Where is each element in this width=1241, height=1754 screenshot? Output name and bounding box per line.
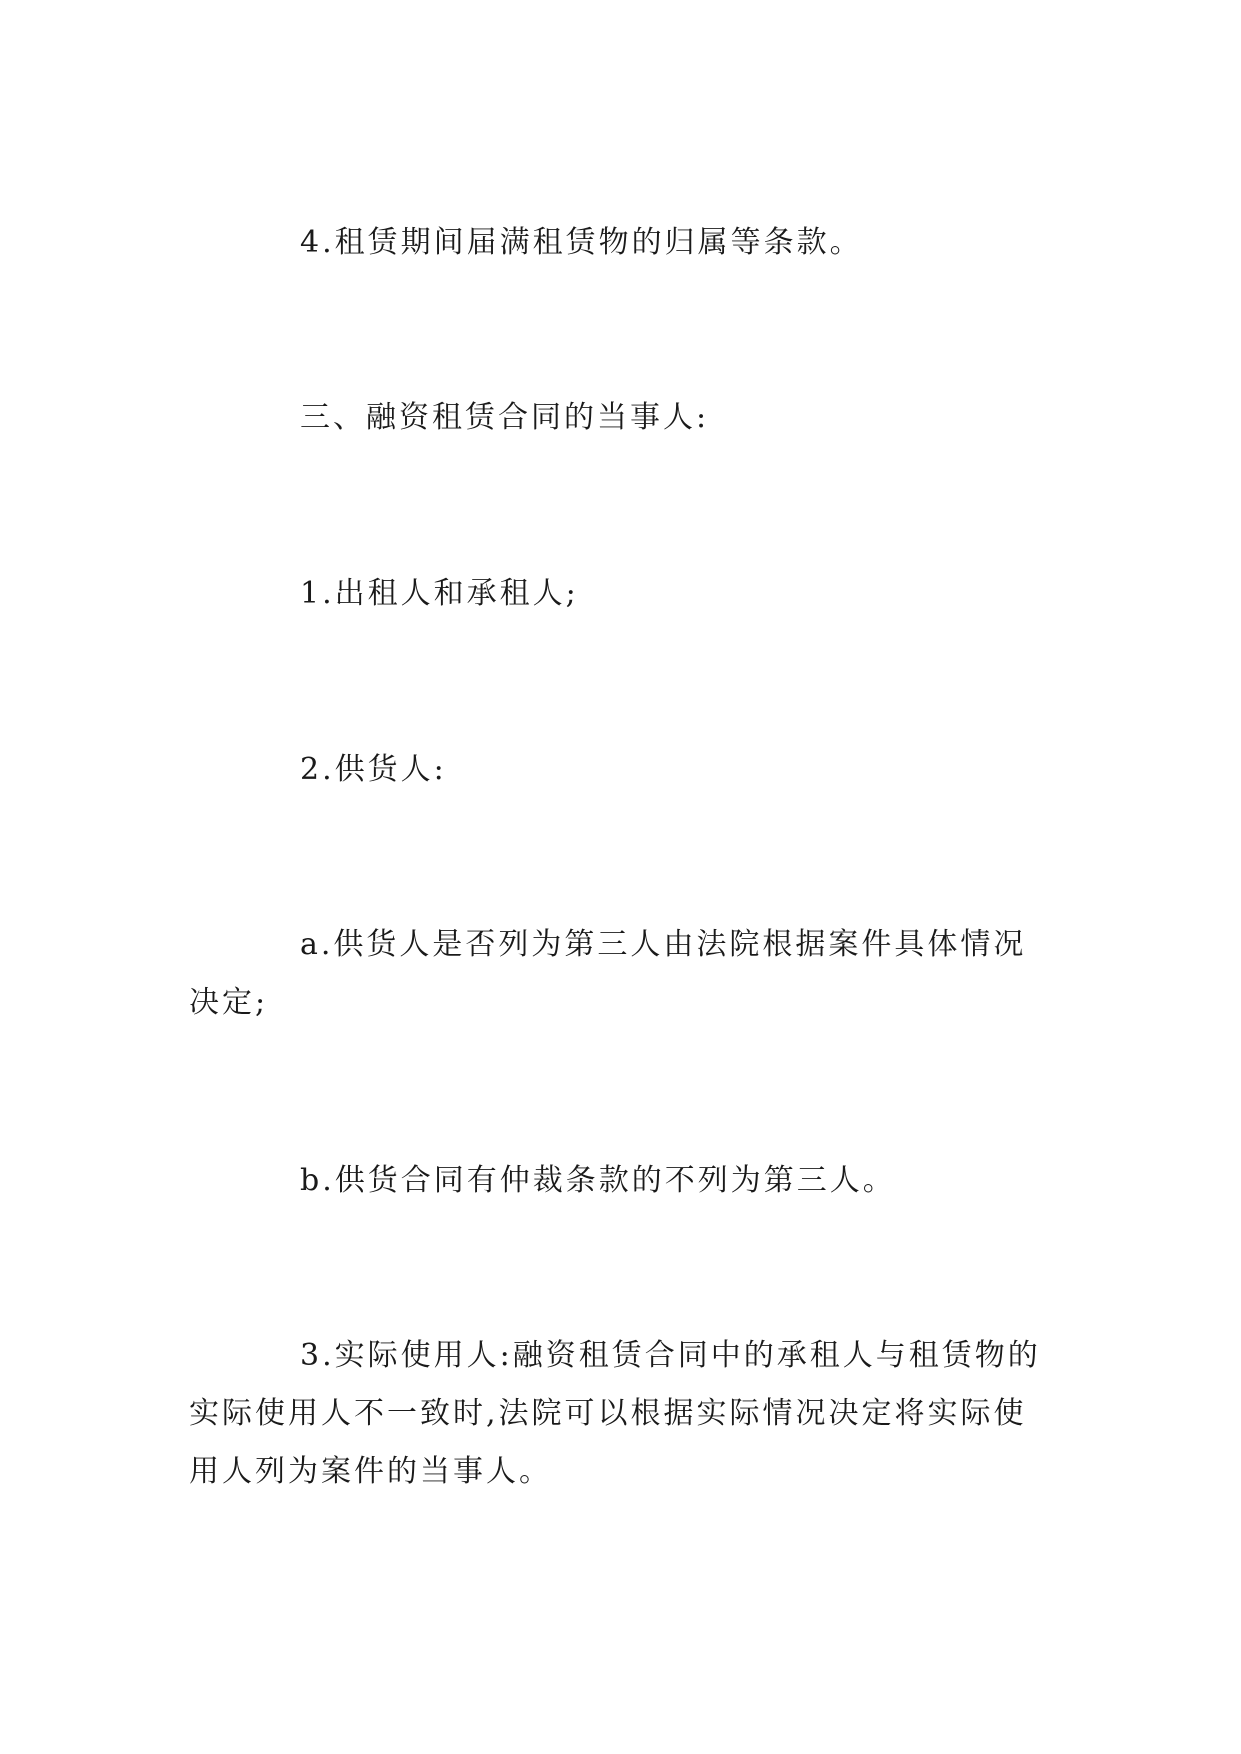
section-heading-parties: 三、融资租赁合同的当事人: [300, 400, 710, 435]
paragraph-supplier: 2.供货人: [300, 752, 447, 787]
paragraph-supplier-third-party: a.供货人是否列为第三人由法院根据案件具体情况决定; [189, 927, 1027, 1020]
paragraph-actual-user: 3.实际使用人:融资租赁合同中的承租人与租赁物的实际使用人不一致时,法院可以根据实际情况决定将实际使用人列为案件的当事人。 [189, 1338, 1041, 1489]
paragraph-lease-term-clause: 4.租赁期间届满租赁物的归属等条款。 [300, 225, 863, 260]
paragraph-lessor-lessee: 1.出租人和承租人; [300, 576, 579, 611]
paragraph-arbitration-clause: b.供货合同有仲裁条款的不列为第三人。 [300, 1163, 896, 1198]
